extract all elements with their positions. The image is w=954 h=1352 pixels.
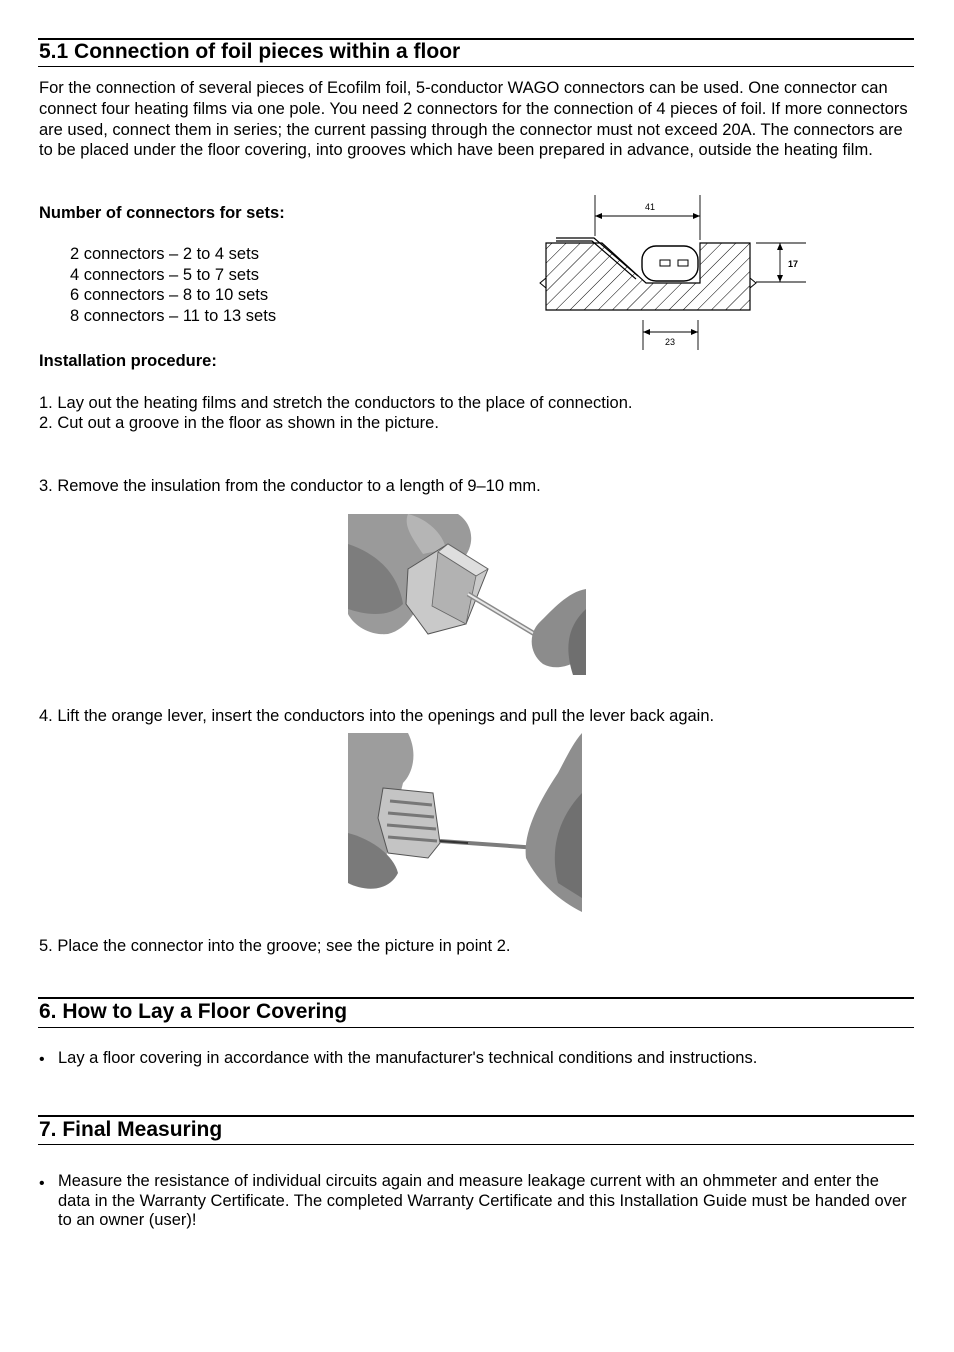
section-rule-bottom <box>38 66 914 67</box>
procedure-step: 2. Cut out a groove in the floor as shown in the picture. <box>39 414 439 432</box>
section-rule-bottom <box>38 1144 914 1145</box>
procedure-step: 3. Remove the insulation from the conductor to a length of 9–10 mm. <box>39 477 541 495</box>
bullet-marker: • <box>39 1175 45 1192</box>
procedure-step: 4. Lift the orange lever, insert the conductors into the openings and pull the lever back again. <box>39 707 715 725</box>
section-6-title: 6. How to Lay a Floor Covering <box>39 1000 348 1023</box>
sets-heading: Number of connectors for sets: <box>39 204 285 222</box>
strip-insulation-photo <box>348 514 586 675</box>
section-5-1-title: 5.1 Connection of foil pieces within a floor <box>39 40 461 63</box>
sets-list-item: 4 connectors – 5 to 7 sets <box>70 266 259 284</box>
section-7-title: 7. Final Measuring <box>39 1118 223 1141</box>
procedure-heading: Installation procedure: <box>39 352 217 370</box>
section-rule-bottom <box>38 1027 914 1028</box>
final-measuring-bullet: Measure the resistance of individual circuits again and measure leakage current with an ohmmeter and enter the data in the Warranty Certificate. The completed Warranty Certificate and this Installation Guide must be handed over to an owner (user)! <box>58 1172 907 1229</box>
procedure-step: 1. Lay out the heating films and stretch the conductors to the place of connection. <box>39 394 633 412</box>
dimension-top-label: 41 <box>644 202 656 212</box>
sets-list-item: 6 connectors – 8 to 10 sets <box>70 286 269 304</box>
procedure-step: 5. Place the connector into the groove; see the picture in point 2. <box>39 937 511 955</box>
dimension-bottom-label: 23 <box>664 337 676 347</box>
bullet-marker: • <box>39 1051 45 1068</box>
intro-paragraph: For the connection of several pieces of Ecofilm foil, 5-conductor WAGO connectors can be used. One connector can connect four heating films via one pole. You need 2 connectors for the connection of 4 pieces of foil. If more connectors are used, connect them in series; the current passing through the connector must not exceed 20A. The connectors are to be placed under the floor covering, into grooves which have been prepared in advance, outside the heating film. <box>39 79 908 160</box>
insert-conductor-photo <box>348 733 582 912</box>
dimension-right-label: 17 <box>788 259 799 269</box>
sets-list-item: 8 connectors – 11 to 13 sets <box>70 307 277 325</box>
sets-list-item: 2 connectors – 2 to 4 sets <box>70 245 259 263</box>
floor-covering-bullet: Lay a floor covering in accordance with the manufacturer's technical conditions and instructions. <box>58 1049 758 1067</box>
groove-diagram <box>534 190 814 354</box>
